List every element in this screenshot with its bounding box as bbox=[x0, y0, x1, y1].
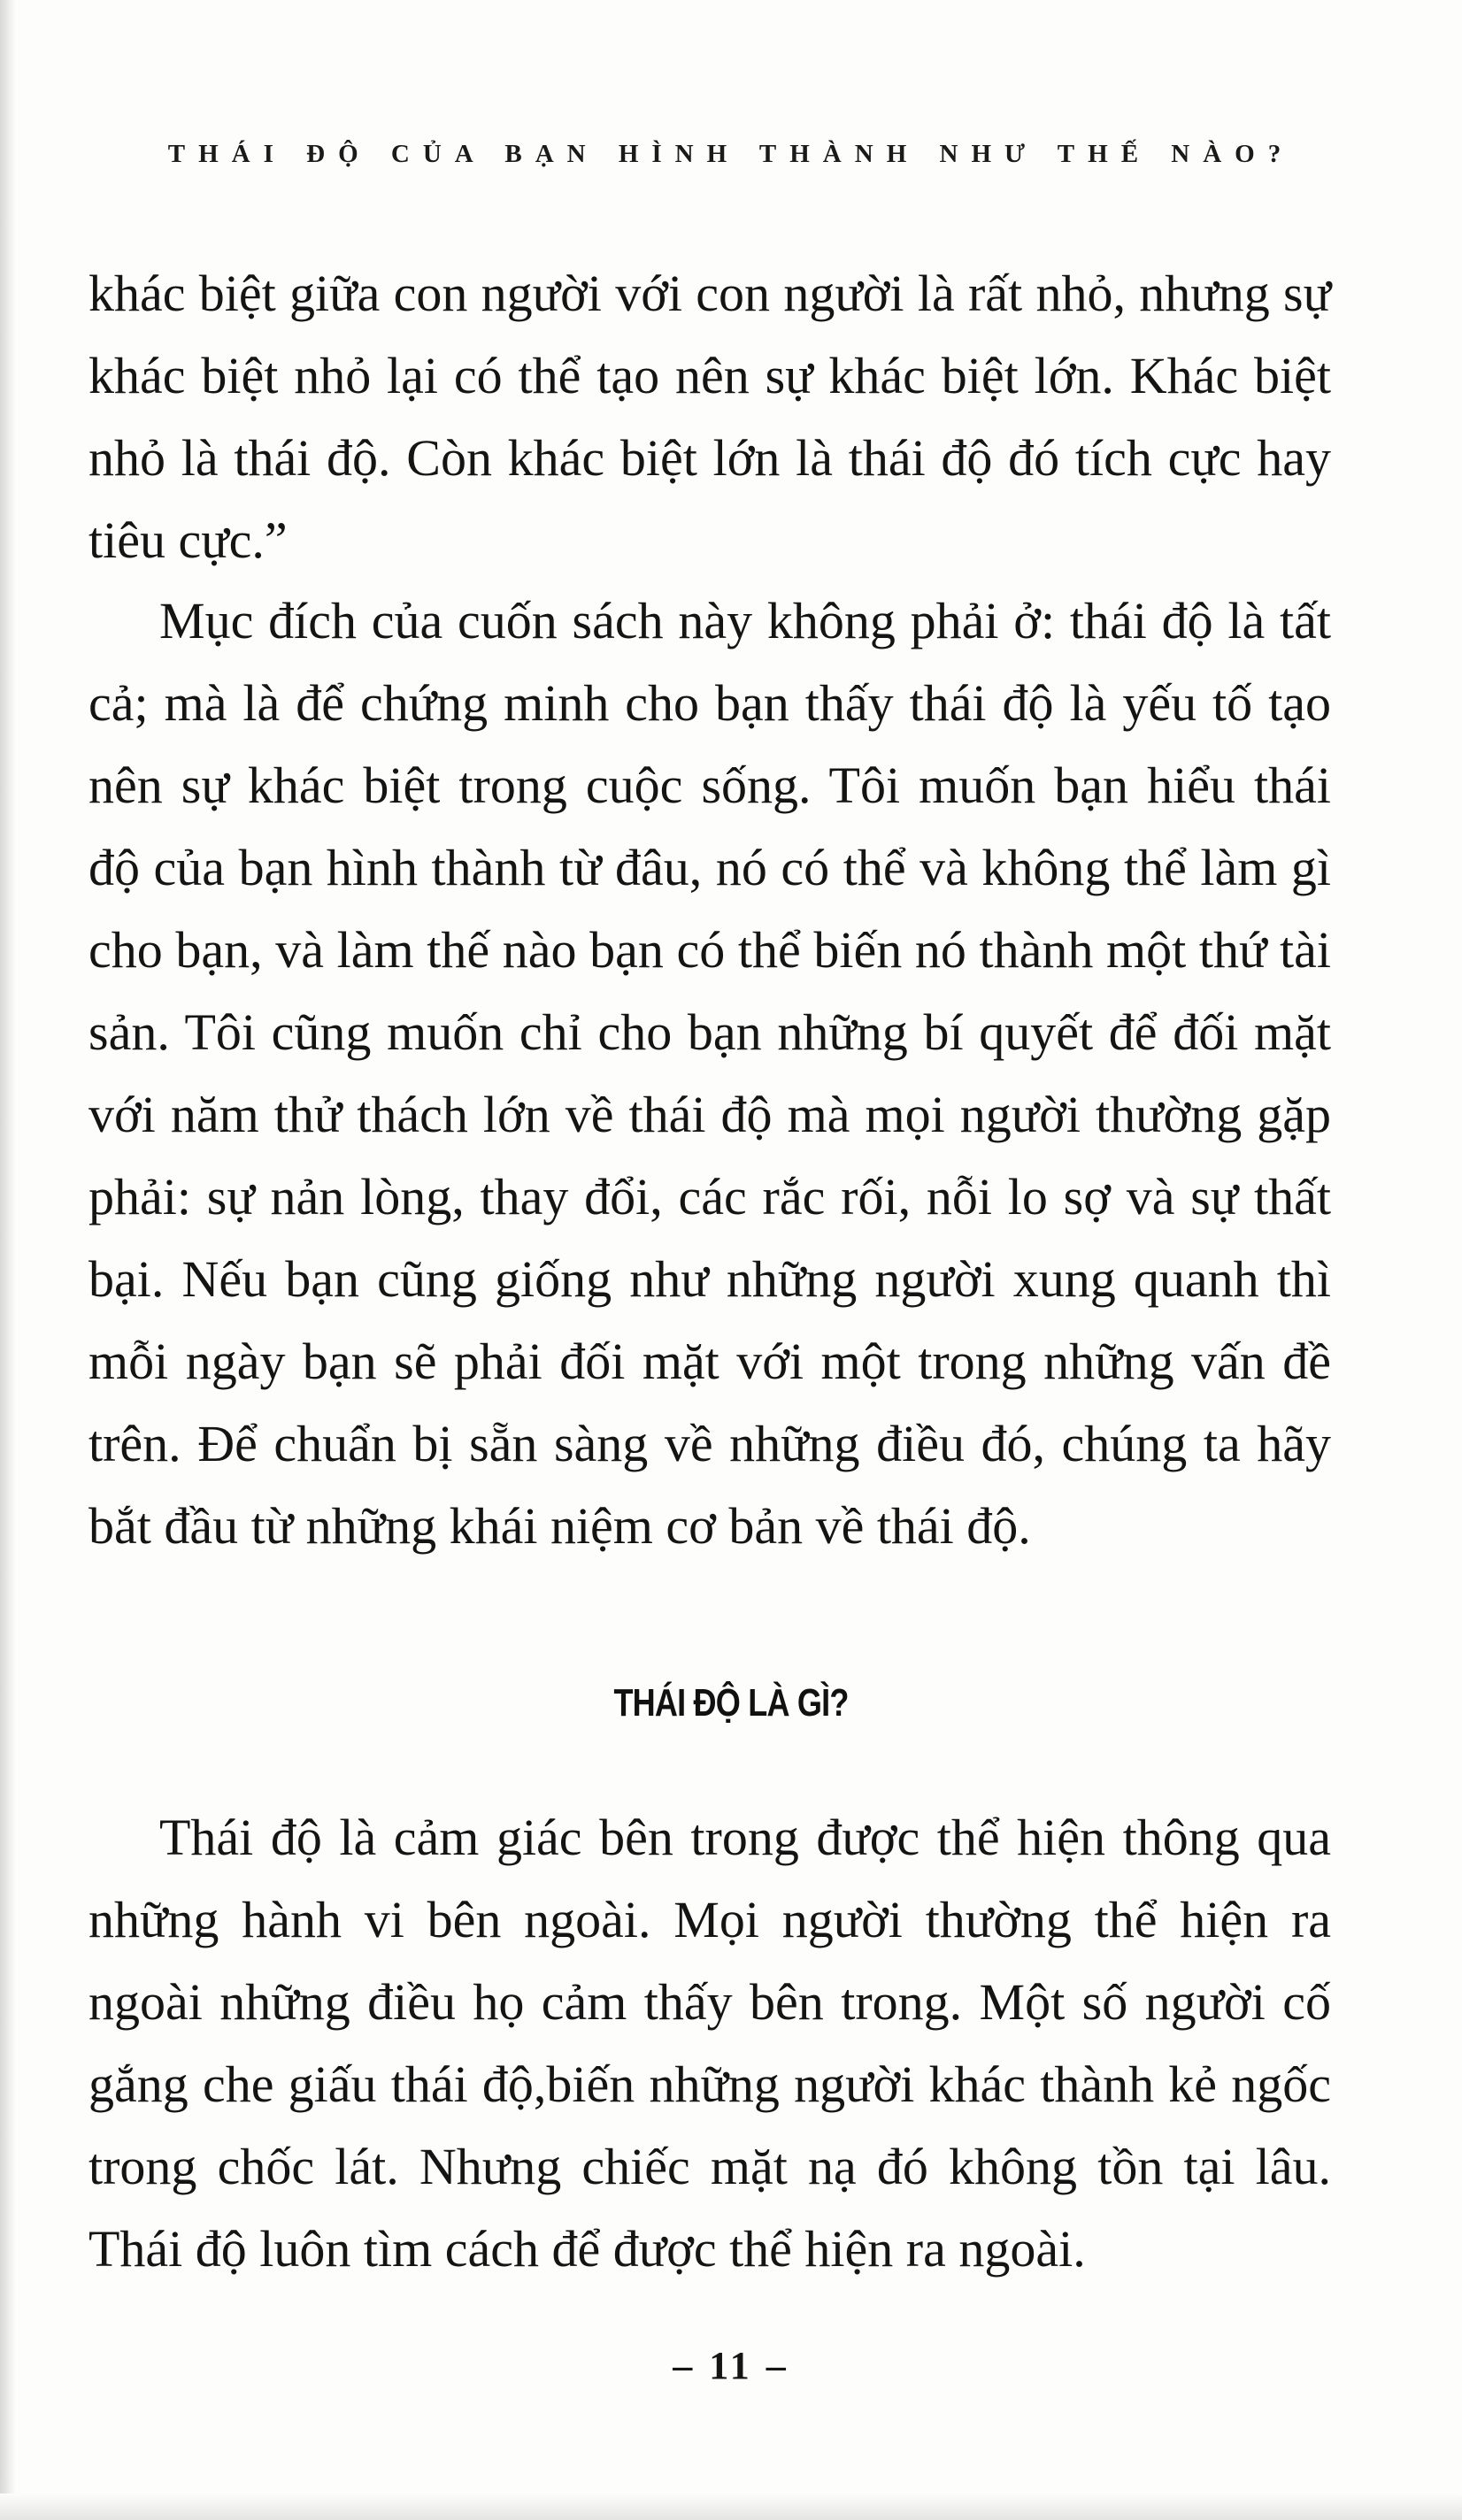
paragraph-purpose: Mục đích của cuốn sách này không phải ở: thái độ là tất cả; mà là để chứng minh cho bạn thấy thái độ là yếu tố tạo nên sự khác biệt trong cuộc sống. Tôi muốn bạn hiểu thái độ của bạn hình thành từ đâu, nó có thể và không thể làm gì cho bạn, và làm thế nào bạn có thể biến nó thành một thứ tài sản. Tôi cũng muốn chỉ cho bạn những bí quyết để đối mặt với năm thử thách lớn về thái độ mà mọi người thường gặp phải: sự nản lòng, thay đổi, các rắc rối, nỗi lo sợ và sự thất bại. Nếu bạn cũng giống như những người xung quanh thì mỗi ngày bạn sẽ phải đối mặt với một trong những vấn đề trên. Để chuẩn bị sẵn sàng về những điều đó, chúng ta hãy bắt đầu từ những khái niệm cơ bản về thái độ. bbox=[88, 592, 1331, 1555]
running-header: THÁI ĐỘ CỦA BẠN HÌNH THÀNH NHƯ THẾ NÀO? bbox=[167, 140, 1295, 168]
paragraph-continued: khác biệt giữa con người với con người là rất nhỏ, nhưng sự khác biệt nhỏ lại có thể tạo nên sự khác biệt lớn. Khác biệt nhỏ là thái độ. Còn khác biệt lớn là thái độ đó tích cực hay tiêu cực.” bbox=[88, 265, 1331, 569]
page-gutter-shadow bbox=[0, 0, 16, 2520]
page-bottom-edge bbox=[0, 2493, 1462, 2520]
page-number: – 11 – bbox=[673, 2344, 789, 2387]
section-paragraph: Thái độ là cảm giác bên trong được thể hiện thông qua những hành vi bên ngoài. Mọi người thường thể hiện ra ngoài những điều họ cảm thấy bên trong. Một số người cố gắng che giấu thái độ,biến những người khác thành kẻ ngốc trong chốc lát. Nhưng chiếc mặt nạ đó không tồn tại lâu. Thái độ luôn tìm cách để được thể hiện ra ngoài. bbox=[88, 1809, 1331, 2278]
section-heading: THÁI ĐỘ LÀ GÌ? bbox=[613, 1681, 849, 1725]
